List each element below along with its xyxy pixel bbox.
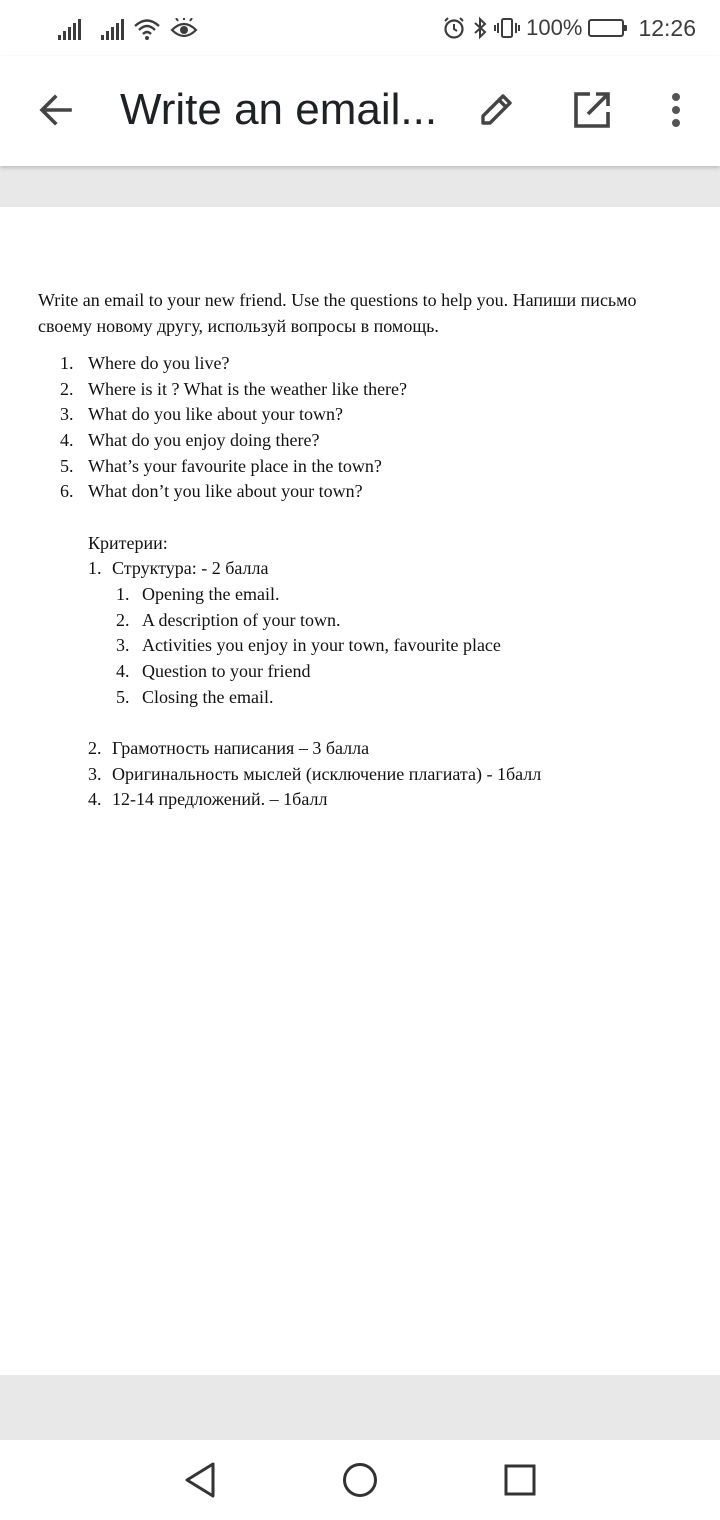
battery-icon	[588, 19, 624, 37]
open-external-icon	[572, 90, 612, 130]
wifi-icon	[134, 18, 160, 40]
nav-back-icon	[183, 1461, 217, 1499]
document-intro: Write an email to your new friend. Use the questions to help you. Напиши письмо своему новому другу, используй вопросы в помощь.	[38, 290, 637, 336]
question-list	[60, 351, 660, 505]
list-item: 4. Question to your friend	[116, 661, 311, 682]
pencil-icon	[476, 90, 516, 130]
list-item: 4. 12-14 предложений. – 1балл	[88, 789, 328, 810]
nav-recents-button[interactable]	[496, 1456, 544, 1504]
list-item: 2. A description of your town.	[116, 609, 341, 630]
list-item: 2. Грамотность написания – 3 балла	[88, 738, 370, 758]
document-page	[0, 207, 720, 1375]
page-title: Write an email...	[120, 85, 438, 134]
list-item: 6. What don’t you like about your town?	[60, 481, 363, 502]
status-left-icons	[58, 14, 198, 40]
vibrate-icon	[494, 16, 520, 40]
clock: 12:26	[638, 14, 696, 41]
bluetooth-icon	[472, 16, 488, 40]
signal-icon	[58, 18, 81, 40]
criteria-list-continued	[88, 736, 541, 813]
nav-recents-icon	[503, 1463, 537, 1497]
nav-back-button[interactable]	[176, 1456, 224, 1504]
criteria-heading: Критерии:	[88, 533, 168, 553]
nav-home-icon	[341, 1461, 379, 1499]
list-item: 1. Where do you live?	[60, 353, 230, 373]
battery-percent: 100%	[526, 15, 583, 40]
list-item: 2. Where is it ? What is the weather like there?	[60, 378, 408, 399]
eye-icon	[170, 18, 198, 40]
list-item: 3. Activities you enjoy in your town, favourite place	[116, 635, 501, 656]
list-item: 5. Closing the email.	[116, 686, 274, 707]
list-item: 1. Структура: - 2 балла	[88, 558, 269, 578]
edit-button[interactable]	[470, 84, 522, 136]
structure-sublist	[116, 582, 501, 710]
app-bar	[0, 56, 720, 166]
alarm-icon	[442, 16, 466, 40]
more-options-button[interactable]	[652, 84, 700, 136]
list-item: 4. What do you enjoy doing there?	[60, 430, 320, 451]
navigation-bar	[0, 1440, 720, 1520]
signal-icon	[101, 18, 124, 40]
more-vert-icon	[670, 92, 682, 128]
nav-home-button[interactable]	[336, 1456, 384, 1504]
criteria-list	[88, 556, 269, 582]
status-right-icons	[442, 14, 696, 42]
back-arrow-icon	[38, 92, 74, 128]
list-item: 3. Оригинальность мыслей (исключение плагиата) - 1балл	[88, 763, 542, 784]
list-item: 1. Opening the email.	[116, 584, 280, 604]
list-item: 3. What do you like about your town?	[60, 404, 343, 425]
status-bar	[0, 0, 720, 56]
open-external-button[interactable]	[566, 84, 618, 136]
list-item: 5. What’s your favourite place in the town?	[60, 455, 382, 476]
back-button[interactable]	[30, 84, 82, 136]
